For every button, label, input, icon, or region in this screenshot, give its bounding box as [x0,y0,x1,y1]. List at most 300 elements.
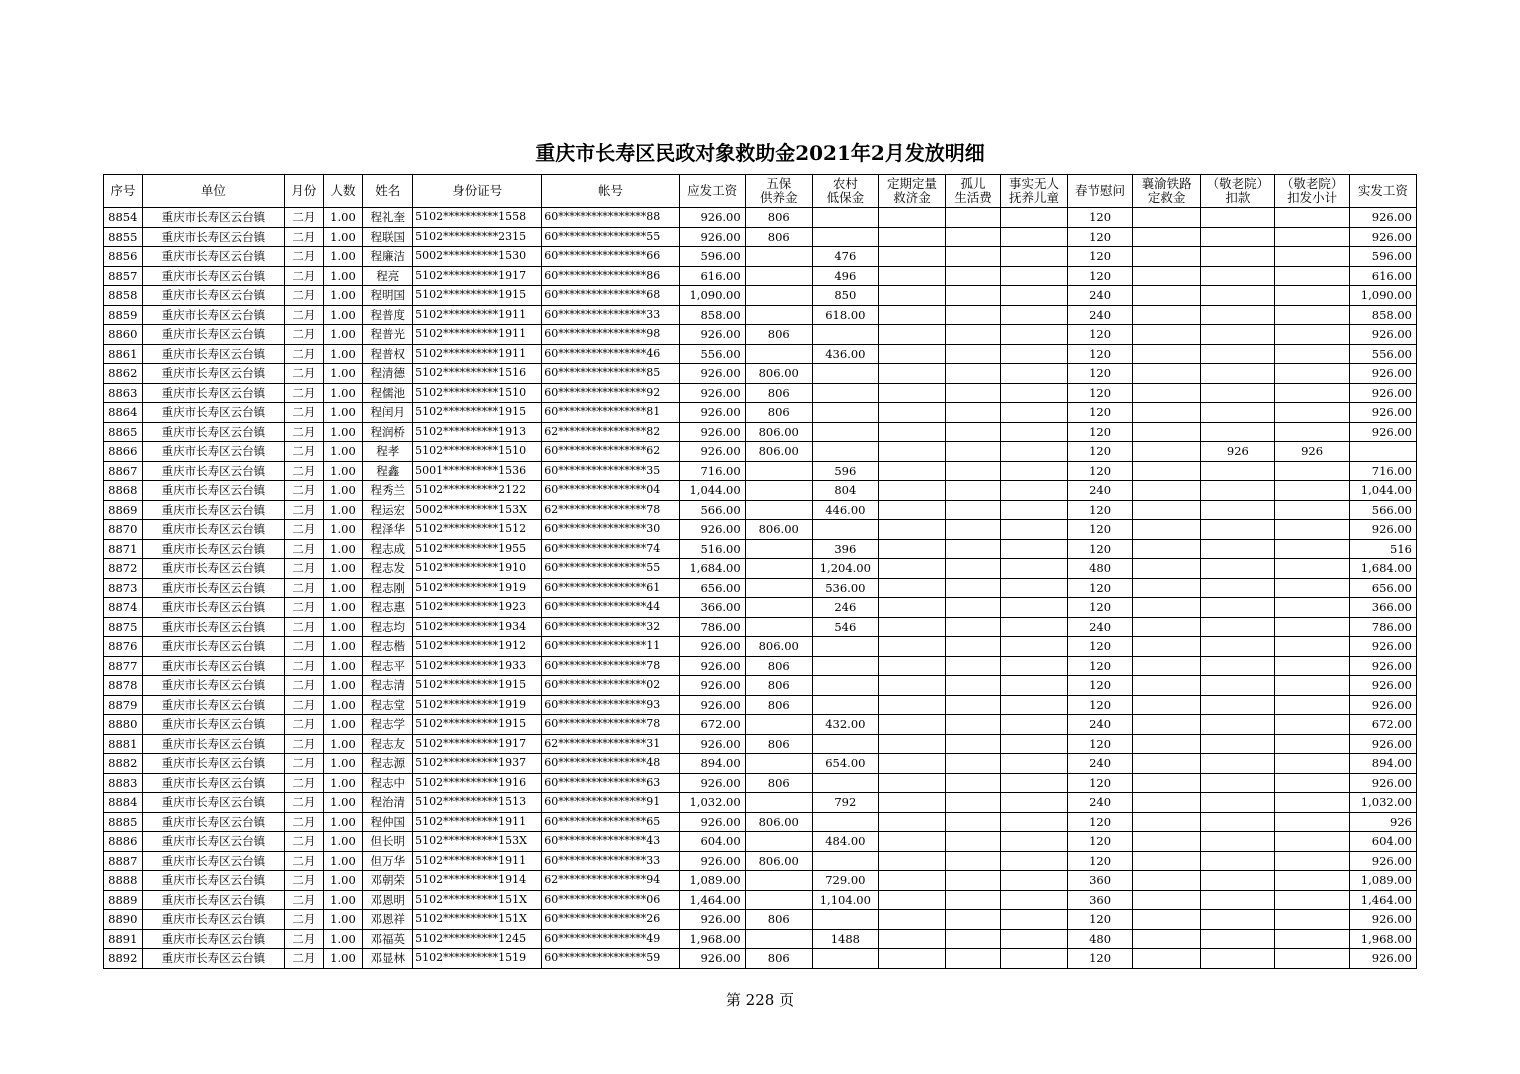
table-cell: 重庆市长寿区云台镇 [142,442,284,462]
table-cell: 120 [1068,773,1133,793]
table-cell: 1.00 [323,403,363,423]
page-number: 第 228 页 [725,991,795,1009]
table-cell: 926.00 [679,637,745,657]
table-cell [1000,773,1067,793]
table-cell [1133,286,1201,306]
table-cell [1000,578,1067,598]
page-title: 重庆市长寿区民政对象救助金2021年2月发放明细 [535,141,985,165]
table-row [104,520,1417,540]
table-cell: 1.00 [323,578,363,598]
table-cell [878,871,945,891]
table-cell: 1,044.00 [1349,481,1416,501]
table-cell [1133,383,1201,403]
table-row [104,383,1417,403]
table-cell: 8864 [104,403,143,423]
table-cell: 重庆市长寿区云台镇 [142,481,284,501]
table-cell: 8857 [104,266,143,286]
table-cell: 重庆市长寿区云台镇 [142,734,284,754]
table-cell [812,383,878,403]
table-cell [1201,910,1275,930]
table-cell [1275,559,1349,579]
table-row [104,364,1417,384]
table-cell [1000,929,1067,949]
table-cell: 重庆市长寿区云台镇 [142,832,284,852]
table-cell: 120 [1068,520,1133,540]
table-cell: 但长明 [363,832,413,852]
table-cell: 1.00 [323,676,363,696]
table-cell: 60****************04 [542,481,679,501]
table-cell: 516 [1349,539,1416,559]
table-cell: 8854 [104,208,143,228]
table-row [104,773,1417,793]
table-cell [878,383,945,403]
table-cell [1133,910,1201,930]
table-cell [1133,461,1201,481]
table-cell: 120 [1068,266,1133,286]
table-cell [812,227,878,247]
table-cell: 二月 [285,812,324,832]
table-cell: 596.00 [679,247,745,267]
table-cell [946,929,1001,949]
table-cell [878,715,945,735]
table-cell [1201,676,1275,696]
table-cell: 二月 [285,734,324,754]
table-cell [1000,656,1067,676]
table-cell: 1.00 [323,793,363,813]
table-cell: 程闰月 [363,403,413,423]
table-cell: 546 [812,617,878,637]
table-cell [745,578,812,598]
table-row [104,617,1417,637]
table-cell: 程志源 [363,754,413,774]
table-cell: 8870 [104,520,143,540]
table-cell: 240 [1068,305,1133,325]
table-cell: 邓恩祥 [363,910,413,930]
column-header: （敬老院） 扣发小计 [1275,175,1349,208]
table-cell [946,403,1001,423]
table-cell [1133,851,1201,871]
table-cell: 60****************32 [542,617,679,637]
table-cell: 5102**********1510 [413,442,542,462]
table-cell: 476 [812,247,878,267]
table-cell: 5102**********1519 [413,949,542,969]
table-cell: 1,464.00 [679,890,745,910]
table-row [104,208,1417,228]
table-cell [1000,812,1067,832]
table-cell [1201,929,1275,949]
table-cell: 5102**********151X [413,890,542,910]
table-cell: 1,204.00 [812,559,878,579]
table-cell: 5002**********1530 [413,247,542,267]
table-row [104,559,1417,579]
table-cell [878,286,945,306]
table-cell: 926.00 [679,403,745,423]
table-cell: 程志学 [363,715,413,735]
table-cell: 重庆市长寿区云台镇 [142,286,284,306]
table-row [104,734,1417,754]
table-cell [1000,442,1067,462]
table-cell: 二月 [285,656,324,676]
table-cell [878,754,945,774]
table-cell: 1.00 [323,637,363,657]
table-cell: 1.00 [323,539,363,559]
table-cell [1275,520,1349,540]
table-cell: 1,032.00 [1349,793,1416,813]
table-cell: 1.00 [323,734,363,754]
table-cell: 二月 [285,364,324,384]
column-header: 春节慰问 [1068,175,1133,208]
table-cell: 8878 [104,676,143,696]
table-cell [1275,539,1349,559]
table-cell [1133,325,1201,345]
table-cell: 716.00 [679,461,745,481]
table-cell: 重庆市长寿区云台镇 [142,364,284,384]
table-cell [878,403,945,423]
table-cell: 程联国 [363,227,413,247]
table-cell: 804 [812,481,878,501]
table-cell [1000,266,1067,286]
table-cell: 5002**********153X [413,500,542,520]
column-header: 帐号 [542,175,679,208]
table-cell [1275,305,1349,325]
column-header: 序号 [104,175,143,208]
table-cell: 62****************94 [542,871,679,891]
table-cell: 5102**********151X [413,910,542,930]
table-cell [1275,754,1349,774]
table-cell: 程志堂 [363,695,413,715]
table-cell [1275,598,1349,618]
table-cell: 1.00 [323,247,363,267]
table-row [104,676,1417,696]
table-cell: 806 [745,676,812,696]
table-cell [1000,481,1067,501]
table-cell: 806.00 [745,520,812,540]
table-cell [946,598,1001,618]
table-cell: 程孝 [363,442,413,462]
table-cell [1275,949,1349,969]
table-cell [878,481,945,501]
table-cell: 重庆市长寿区云台镇 [142,500,284,520]
table-cell [878,227,945,247]
table-cell [1201,520,1275,540]
table-cell [946,578,1001,598]
table-row [104,851,1417,871]
table-cell: 重庆市长寿区云台镇 [142,598,284,618]
table-cell: 729.00 [812,871,878,891]
table-cell: 926.00 [1349,676,1416,696]
table-cell: 程志发 [363,559,413,579]
table-cell [1201,598,1275,618]
table-row [104,910,1417,930]
column-header: 姓名 [363,175,413,208]
table-cell: 656.00 [1349,578,1416,598]
table-cell [1201,578,1275,598]
table-cell: 二月 [285,715,324,735]
table-cell: 120 [1068,364,1133,384]
table-cell: 1,044.00 [679,481,745,501]
table-cell [878,598,945,618]
table-cell [1201,559,1275,579]
table-cell: 60****************06 [542,890,679,910]
table-cell: 5102**********1911 [413,325,542,345]
table-cell [1201,539,1275,559]
table-cell [1275,344,1349,364]
table-cell [946,266,1001,286]
table-cell [1201,364,1275,384]
table-cell: 1.00 [323,598,363,618]
table-cell: 60****************85 [542,364,679,384]
table-cell: 程志刚 [363,578,413,598]
table-cell [1133,637,1201,657]
table-cell: 8879 [104,695,143,715]
table-cell: 重庆市长寿区云台镇 [142,227,284,247]
table-cell: 邓福英 [363,929,413,949]
table-cell [878,578,945,598]
table-cell: 5102**********1916 [413,773,542,793]
table-cell: 60****************44 [542,598,679,618]
table-header-row [104,175,1417,208]
table-cell [878,851,945,871]
table-cell: 二月 [285,539,324,559]
table-cell: 8888 [104,871,143,891]
table-row [104,929,1417,949]
table-cell [812,422,878,442]
table-cell: 616.00 [679,266,745,286]
table-cell [745,266,812,286]
table-cell: 672.00 [1349,715,1416,735]
table-cell: 120 [1068,500,1133,520]
table-cell [1201,656,1275,676]
table-cell: 120 [1068,949,1133,969]
table-cell: 5102**********1911 [413,851,542,871]
column-header: 实发工资 [1349,175,1416,208]
table-cell [1000,793,1067,813]
table-cell: 8892 [104,949,143,969]
table-cell [812,851,878,871]
table-cell: 1,464.00 [1349,890,1416,910]
table-cell: 60****************30 [542,520,679,540]
table-cell [1201,422,1275,442]
table-cell: 邓朝荣 [363,871,413,891]
table-cell [1133,871,1201,891]
table-cell: 1,684.00 [1349,559,1416,579]
table-cell: 8861 [104,344,143,364]
table-cell: 240 [1068,617,1133,637]
table-cell: 1.00 [323,344,363,364]
table-cell: 926.00 [679,325,745,345]
table-cell: 5102**********1919 [413,578,542,598]
table-cell: 程明国 [363,286,413,306]
table-cell [812,676,878,696]
table-cell: 1,684.00 [679,559,745,579]
table-cell: 926.00 [1349,208,1416,228]
table-cell: 62****************82 [542,422,679,442]
table-row [104,949,1417,969]
table-cell: 1.00 [323,266,363,286]
table-cell: 120 [1068,578,1133,598]
table-cell: 654.00 [812,754,878,774]
table-cell: 858.00 [1349,305,1416,325]
table-cell: 1.00 [323,383,363,403]
table-cell: 926.00 [1349,656,1416,676]
table-cell: 604.00 [1349,832,1416,852]
table-cell [1133,793,1201,813]
table-cell: 926.00 [1349,520,1416,540]
column-header: 单位 [142,175,284,208]
table-cell [878,656,945,676]
table-cell: 二月 [285,793,324,813]
table-cell: 120 [1068,344,1133,364]
table-cell [878,832,945,852]
table-cell: 程普权 [363,344,413,364]
table-cell: 邓显林 [363,949,413,969]
table-cell [745,286,812,306]
table-cell: 926.00 [679,773,745,793]
table-cell [745,793,812,813]
table-cell: 8889 [104,890,143,910]
table-cell [745,481,812,501]
table-cell: 60****************55 [542,559,679,579]
table-cell: 程志均 [363,617,413,637]
table-cell [1133,500,1201,520]
table-cell: 120 [1068,851,1133,871]
table-cell [878,773,945,793]
table-cell: 850 [812,286,878,306]
table-cell: 重庆市长寿区云台镇 [142,578,284,598]
table-cell: 5102**********1915 [413,676,542,696]
table-cell: 5102**********1934 [413,617,542,637]
table-cell [1275,325,1349,345]
table-cell [1275,461,1349,481]
table-cell [1000,715,1067,735]
table-cell [878,325,945,345]
table-cell [1133,754,1201,774]
table-cell: 926 [1275,442,1349,462]
table-cell [946,656,1001,676]
table-cell: 360 [1068,871,1133,891]
table-cell [946,871,1001,891]
table-row [104,500,1417,520]
table-cell: 二月 [285,344,324,364]
table-cell: 60****************78 [542,715,679,735]
table-cell: 重庆市长寿区云台镇 [142,520,284,540]
table-cell [1000,208,1067,228]
table-cell [1275,383,1349,403]
table-row [104,637,1417,657]
table-cell [946,734,1001,754]
table-cell: 8882 [104,754,143,774]
table-cell [946,383,1001,403]
column-header: 襄渝铁路 定救金 [1133,175,1201,208]
table-cell [1275,578,1349,598]
table-cell: 1.00 [323,481,363,501]
table-cell: 8875 [104,617,143,637]
column-header: 孤儿 生活费 [946,175,1001,208]
table-cell: 8871 [104,539,143,559]
table-cell: 1.00 [323,929,363,949]
table-cell: 5102**********1915 [413,403,542,423]
table-cell: 480 [1068,929,1133,949]
table-cell: 60****************26 [542,910,679,930]
table-cell [1133,676,1201,696]
table-cell [1275,890,1349,910]
table-cell: 366.00 [1349,598,1416,618]
table-cell: 926.00 [1349,773,1416,793]
table-cell: 重庆市长寿区云台镇 [142,929,284,949]
table-cell: 926.00 [679,227,745,247]
table-cell [1133,695,1201,715]
table-cell [1201,773,1275,793]
table-cell: 60****************65 [542,812,679,832]
table-cell: 806 [745,695,812,715]
table-cell [812,520,878,540]
table-cell: 120 [1068,461,1133,481]
table-cell: 60****************55 [542,227,679,247]
table-row [104,832,1417,852]
table-cell: 926.00 [679,656,745,676]
table-cell [1275,656,1349,676]
table-cell: 5102**********1955 [413,539,542,559]
table-cell: 二月 [285,929,324,949]
table-cell [1133,208,1201,228]
table-cell: 二月 [285,754,324,774]
table-cell: 5001**********1536 [413,461,542,481]
table-cell: 5102**********1915 [413,286,542,306]
table-cell: 重庆市长寿区云台镇 [142,208,284,228]
table-cell [745,500,812,520]
table-cell [1201,286,1275,306]
table-cell: 120 [1068,598,1133,618]
table-cell: 5102**********2122 [413,481,542,501]
table-cell: 重庆市长寿区云台镇 [142,871,284,891]
table-row [104,461,1417,481]
table-cell: 重庆市长寿区云台镇 [142,344,284,364]
table-cell: 926.00 [679,910,745,930]
table-cell: 1.00 [323,949,363,969]
table-cell: 926.00 [679,364,745,384]
table-cell: 1,089.00 [1349,871,1416,891]
table-cell [878,442,945,462]
table-cell [745,715,812,735]
table-cell: 程廉洁 [363,247,413,267]
table-cell: 926.00 [1349,695,1416,715]
table-cell: 8886 [104,832,143,852]
table-cell [1000,910,1067,930]
table-cell [1133,305,1201,325]
table-cell [1133,364,1201,384]
table-cell: 926 [1349,812,1416,832]
table-cell: 858.00 [679,305,745,325]
table-cell: 894.00 [1349,754,1416,774]
table-cell [812,637,878,657]
table-cell: 60****************02 [542,676,679,696]
table-cell: 5102**********1513 [413,793,542,813]
table-cell [1275,793,1349,813]
table-cell: 二月 [285,520,324,540]
table-cell: 5102**********1910 [413,559,542,579]
table-cell: 60****************78 [542,656,679,676]
table-cell: 926.00 [1349,422,1416,442]
table-cell: 806.00 [745,422,812,442]
table-cell: 240 [1068,481,1133,501]
table-cell [1000,617,1067,637]
table-cell: 786.00 [679,617,745,637]
table-cell: 重庆市长寿区云台镇 [142,676,284,696]
table-cell: 二月 [285,461,324,481]
table-cell: 5102**********1917 [413,734,542,754]
table-cell [946,559,1001,579]
table-cell: 8885 [104,812,143,832]
